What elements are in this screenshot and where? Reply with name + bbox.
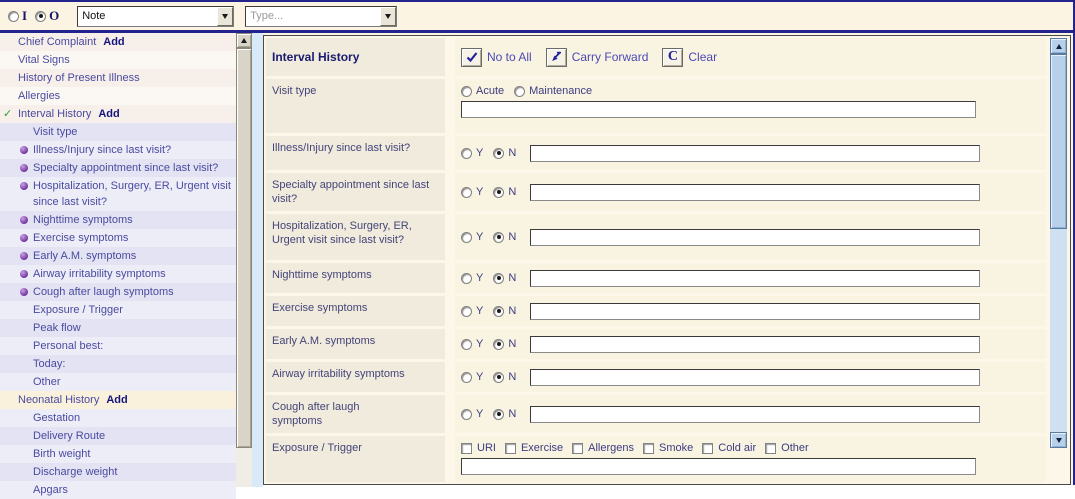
sidebar-item-label: Nighttime symptoms — [33, 214, 133, 226]
sidebar-item-illness-injury[interactable] — [0, 141, 236, 159]
sidebar-item-label: Exercise symptoms — [33, 232, 129, 244]
row-label: Illness/Injury since last visit? — [266, 136, 445, 170]
sidebar-item-label: Peak flow — [33, 322, 81, 334]
form-row-hospitalization — [266, 214, 1046, 260]
radio-i-label: I — [22, 8, 28, 23]
interval-history-panel — [263, 35, 1071, 485]
exercise-label: Exercise — [520, 442, 564, 454]
form-row-visit-type — [266, 79, 1046, 133]
sidebar-item-label: Illness/Injury since last visit? — [33, 144, 172, 156]
sidebar-item-label: Exposure / Trigger — [33, 304, 123, 316]
yes-label: Y — [476, 371, 484, 383]
bullet-icon — [20, 164, 28, 172]
cold-air-checkbox[interactable] — [702, 443, 713, 454]
sidebar-item-label: Discharge weight — [33, 466, 118, 478]
row-controls — [455, 436, 1046, 482]
sidebar-item-neonatal-history[interactable] — [0, 391, 236, 409]
yes-label: Y — [476, 231, 484, 243]
row-label: Exposure / Trigger — [266, 436, 445, 482]
main-scrollbar[interactable] — [1050, 38, 1067, 448]
yn-radio-group — [461, 272, 526, 284]
sidebar-item-label: Apgars — [33, 484, 68, 496]
no-label: N — [508, 371, 517, 383]
row-label: Nighttime symptoms — [266, 263, 445, 293]
no-radio[interactable] — [493, 148, 504, 159]
arrow-up-icon — [241, 38, 247, 43]
row-label: Specialty appointment since last visit? — [266, 173, 445, 211]
yes-radio[interactable] — [461, 372, 472, 383]
yn-radio-group — [461, 186, 526, 198]
form-row-nighttime-symptoms — [266, 263, 1046, 293]
maintenance-radio[interactable] — [514, 86, 525, 97]
no-to-all-label: No to All — [487, 50, 532, 64]
other-label: Other — [781, 442, 809, 454]
sidebar-item-label: Today: — [33, 358, 66, 370]
sidebar-item-label: Cough after laugh symptoms — [33, 286, 174, 298]
radio-i-icon[interactable] — [8, 11, 19, 22]
acute-radio[interactable] — [461, 86, 472, 97]
uri-checkbox[interactable] — [461, 443, 472, 454]
no-radio[interactable] — [493, 187, 504, 198]
add-button[interactable]: Add — [103, 36, 125, 48]
sidebar-item-specialty-appointment[interactable] — [0, 159, 236, 177]
sidebar-item-label: Allergies — [18, 90, 61, 102]
row-controls — [455, 362, 1046, 392]
row-label: Exercise symptoms — [266, 296, 445, 326]
radio-o-label: O — [49, 8, 60, 23]
form-row-specialty-appointment — [266, 173, 1046, 211]
yes-radio[interactable] — [461, 409, 472, 420]
sidebar-item-label: Specialty appointment since last visit? — [33, 162, 219, 174]
sidebar-item-today[interactable] — [0, 355, 236, 373]
row-controls — [455, 395, 1046, 433]
hospitalization-input[interactable] — [530, 229, 980, 246]
carry-forward-label: Carry Forward — [571, 50, 649, 64]
row-label: Hospitalization, Surgery, ER, Urgent visit since last visit? — [266, 214, 445, 260]
panel-header-tools — [455, 38, 1046, 76]
yes-radio[interactable] — [461, 148, 472, 159]
type-dropdown-placeholder: Type... — [250, 9, 284, 22]
form-row-cough-after-laugh — [266, 395, 1046, 433]
sidebar-item-hospitalization[interactable] — [0, 177, 236, 211]
sidebar-item-label: Interval History — [18, 108, 92, 120]
acute-label: Acute — [476, 85, 505, 97]
exercise-symptoms-input[interactable] — [530, 303, 980, 320]
yes-label: Y — [476, 272, 484, 284]
no-label: N — [508, 408, 517, 420]
row-label: Early A.M. symptoms — [266, 329, 445, 359]
sidebar-scrollbar-thumb[interactable] — [236, 48, 252, 448]
sidebar-item-delivery-route[interactable] — [0, 427, 236, 445]
yn-radio-group — [461, 147, 526, 159]
row-controls — [455, 329, 1046, 359]
no-radio[interactable] — [493, 232, 504, 243]
row-controls — [455, 263, 1046, 293]
sidebar-item-allergies[interactable] — [0, 87, 236, 105]
yes-radio[interactable] — [461, 273, 472, 284]
add-button[interactable]: Add — [98, 108, 120, 120]
illness-injury-input[interactable] — [530, 145, 980, 162]
sidebar-item-history-present-illness[interactable] — [0, 69, 236, 87]
other-checkbox[interactable] — [765, 443, 776, 454]
row-label: Cough after laugh symptoms — [266, 395, 445, 433]
no-radio[interactable] — [493, 409, 504, 420]
letter-c-icon: C — [667, 49, 678, 64]
smoke-label: Smoke — [659, 442, 694, 454]
sidebar-item-birth-weight[interactable] — [0, 445, 236, 463]
form-row-exposure-trigger — [266, 436, 1046, 482]
carry-forward-button[interactable] — [546, 48, 567, 67]
yn-radio-group — [461, 408, 526, 420]
row-label: Airway irritability symptoms — [266, 362, 445, 392]
sidebar-item-label: History of Present Illness — [18, 72, 140, 84]
bullet-icon — [20, 182, 28, 190]
sidebar-scrollbar[interactable] — [236, 33, 252, 487]
sidebar-item-label: Hospitalization, Surgery, ER, Urgent visit since last visit? — [33, 180, 231, 208]
note-dropdown-value: Note — [82, 9, 106, 22]
header-toolbar — [461, 48, 726, 67]
sidebar-item-personal-best[interactable] — [0, 337, 236, 355]
checkmark-icon: ✓ — [3, 108, 13, 120]
row-controls — [455, 79, 1046, 133]
yes-radio[interactable] — [461, 187, 472, 198]
airway-irritability-input[interactable] — [530, 369, 980, 386]
yes-radio[interactable] — [461, 306, 472, 317]
allergens-checkbox[interactable] — [572, 443, 583, 454]
cold-air-label: Cold air — [718, 442, 757, 454]
no-radio[interactable] — [493, 273, 504, 284]
row-controls — [455, 296, 1046, 326]
sidebar-item-exercise-symptoms[interactable] — [0, 229, 236, 247]
main-scrollbar-thumb[interactable] — [1050, 54, 1067, 229]
sidebar-item-gestation[interactable] — [0, 409, 236, 427]
note-dropdown[interactable] — [77, 6, 234, 27]
form-content — [266, 38, 1046, 485]
note-dropdown-button[interactable] — [217, 7, 233, 26]
arrow-down-icon — [1056, 438, 1062, 443]
no-radio[interactable] — [493, 339, 504, 350]
chevron-down-icon — [385, 14, 391, 19]
sidebar-item-cough-after-laugh[interactable] — [0, 283, 236, 301]
smoke-checkbox[interactable] — [643, 443, 654, 454]
row-label: Visit type — [266, 79, 445, 133]
no-radio[interactable] — [493, 372, 504, 383]
form-row-illness-injury — [266, 136, 1046, 170]
nighttime-symptoms-input[interactable] — [530, 270, 980, 287]
no-label: N — [508, 231, 517, 243]
clear-label: Clear — [688, 50, 718, 64]
form-row-early-am-symptoms — [266, 329, 1046, 359]
visit-type-input[interactable] — [461, 101, 976, 118]
add-button[interactable]: Add — [106, 394, 128, 406]
yes-radio[interactable] — [461, 232, 472, 243]
sidebar-item-airway-irritability[interactable] — [0, 265, 236, 283]
no-label: N — [508, 338, 517, 350]
panel-divider — [252, 33, 263, 487]
visit-type-options — [461, 85, 1040, 97]
bullet-icon — [20, 216, 28, 224]
specialty-appointment-input[interactable] — [530, 184, 980, 201]
yes-label: Y — [476, 305, 484, 317]
sidebar-item-other[interactable] — [0, 373, 236, 391]
io-radio-i[interactable] — [8, 8, 27, 24]
sidebar-item-label: Personal best: — [33, 340, 104, 352]
row-controls — [455, 136, 1046, 170]
type-dropdown[interactable] — [245, 6, 397, 27]
row-controls — [455, 173, 1046, 211]
sidebar-item-visit-type[interactable] — [0, 123, 236, 141]
sidebar-item-label: Airway irritability symptoms — [33, 268, 166, 280]
yes-radio[interactable] — [461, 339, 472, 350]
radio-o-icon[interactable] — [35, 11, 46, 22]
bullet-icon — [20, 252, 28, 260]
arrow-up-icon — [1056, 44, 1062, 49]
sidebar-item-label: Delivery Route — [33, 430, 106, 442]
io-radio-o[interactable] — [35, 8, 59, 24]
sidebar-item-early-am-symptoms[interactable] — [0, 247, 236, 265]
bullet-icon — [20, 288, 28, 296]
no-label: N — [508, 186, 517, 198]
exercise-checkbox[interactable] — [505, 443, 516, 454]
bullet-icon — [20, 234, 28, 242]
sidebar-item-vital-signs[interactable] — [0, 51, 236, 69]
panel-header-row — [266, 38, 1046, 76]
sidebar-item-label: Chief Complaint — [18, 36, 97, 48]
sidebar-item-apgars[interactable] — [0, 481, 236, 499]
yn-radio-group — [461, 371, 526, 383]
page-title: Interval History — [272, 50, 360, 64]
yn-radio-group — [461, 231, 526, 243]
bullet-icon — [20, 146, 28, 154]
panel-title-cell — [266, 38, 445, 76]
yes-label: Y — [476, 147, 484, 159]
yes-label: Y — [476, 186, 484, 198]
sidebar-item-label: Vital Signs — [18, 54, 70, 66]
yn-radio-group — [461, 338, 526, 350]
sidebar-item-interval-history[interactable] — [0, 105, 236, 123]
scroll-down-button[interactable] — [1050, 432, 1067, 448]
no-label: N — [508, 272, 517, 284]
cough-after-laugh-input[interactable] — [530, 406, 980, 423]
row-controls — [455, 214, 1046, 260]
sidebar-item-label: Early A.M. symptoms — [33, 250, 137, 262]
no-to-all-button[interactable] — [461, 48, 482, 67]
type-dropdown-button[interactable] — [380, 7, 396, 26]
yes-label: Y — [476, 338, 484, 350]
sidebar-item-discharge-weight[interactable] — [0, 463, 236, 481]
uri-label: URI — [477, 442, 496, 454]
form-row-exercise-symptoms — [266, 296, 1046, 326]
no-radio[interactable] — [493, 306, 504, 317]
carry-forward-icon — [549, 50, 563, 64]
yn-radio-group — [461, 305, 526, 317]
no-label: N — [508, 147, 517, 159]
top-toolbar — [0, 2, 1073, 33]
sidebar-item-chief-complaint[interactable] — [0, 33, 236, 51]
sidebar-item-label: Gestation — [33, 412, 81, 424]
clear-button[interactable] — [662, 48, 683, 67]
sidebar-item-label: Neonatal History — [18, 394, 100, 406]
scroll-up-button[interactable] — [1050, 38, 1067, 54]
scroll-up-button[interactable] — [236, 33, 252, 48]
sidebar-item-label: Visit type — [33, 126, 78, 138]
maintenance-label: Maintenance — [529, 85, 593, 97]
chevron-down-icon — [222, 14, 228, 19]
no-label: N — [508, 305, 517, 317]
check-icon — [465, 50, 479, 64]
exposure-checkbox-group — [461, 442, 1040, 454]
allergens-label: Allergens — [588, 442, 634, 454]
bullet-icon — [20, 270, 28, 278]
yes-label: Y — [476, 408, 484, 420]
exposure-trigger-input[interactable] — [461, 458, 976, 475]
sidebar-item-peak-flow[interactable] — [0, 319, 236, 337]
sidebar-item-label: Other — [33, 376, 61, 388]
sidebar-item-label: Birth weight — [33, 448, 91, 460]
sidebar-item-nighttime-symptoms[interactable] — [0, 211, 236, 229]
section-sidebar — [0, 33, 236, 496]
sidebar-item-exposure-trigger[interactable] — [0, 301, 236, 319]
early-am-symptoms-input[interactable] — [530, 336, 980, 353]
form-row-airway-irritability — [266, 362, 1046, 392]
